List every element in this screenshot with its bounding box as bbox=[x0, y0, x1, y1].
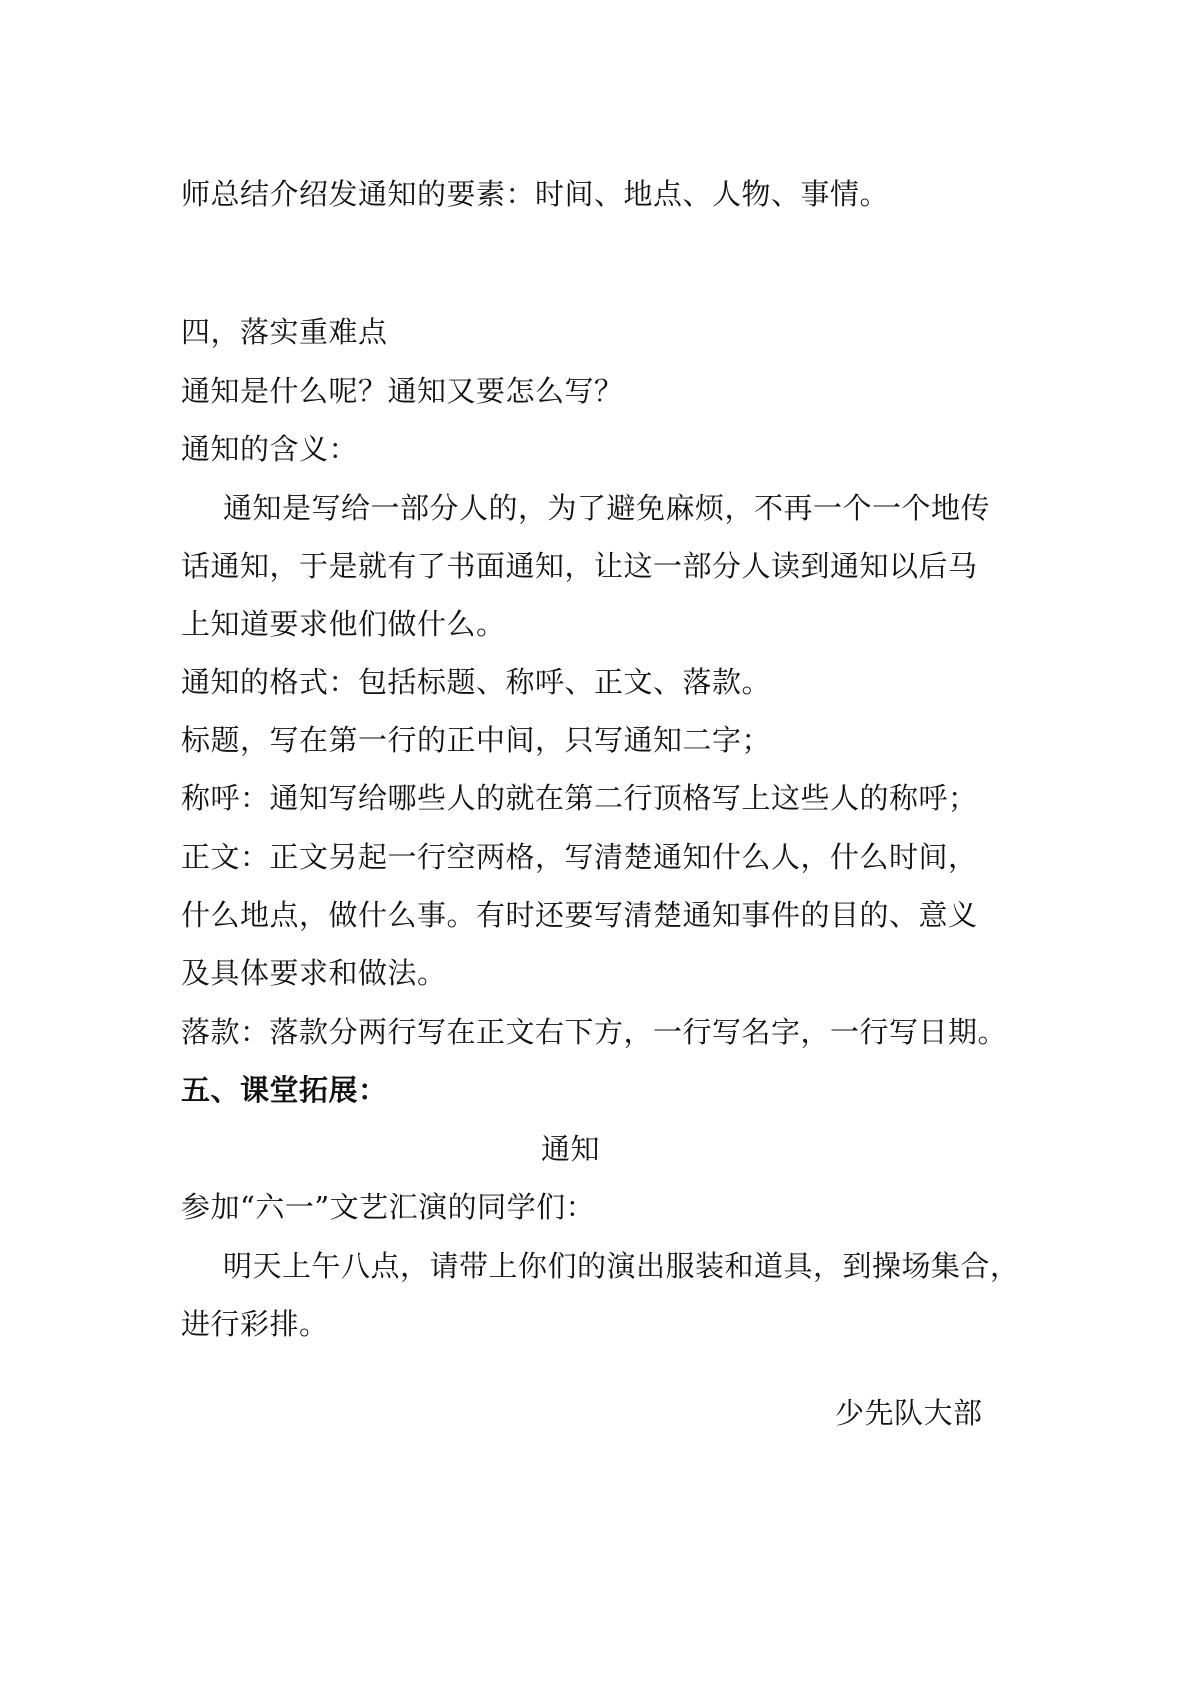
notice-body-line: 明天上午八点，请带上你们的演出服装和道具，到操场集合， bbox=[223, 1249, 1020, 1283]
body-rule-line: 什么地点，做什么事。有时还要写清楚通知事件的目的、意义 bbox=[181, 898, 978, 932]
notice-body-line: 进行彩排。 bbox=[181, 1307, 329, 1341]
notice-title: 通知 bbox=[541, 1132, 601, 1166]
title-rule-line: 标题，写在第一行的正中间，只写通知二字； bbox=[181, 723, 772, 757]
definition-text-line: 上知道要求他们做什么。 bbox=[181, 607, 506, 641]
definition-label: 通知的含义： bbox=[181, 432, 359, 466]
definition-text-line: 通知是写给一部分人的，为了避免麻烦，不再一个一个地传 bbox=[223, 491, 991, 525]
body-rule-line: 正文：正文另起一行空两格，写清楚通知什么人，什么时间， bbox=[181, 840, 978, 874]
format-line: 通知的格式：包括标题、称呼、正文、落款。 bbox=[181, 665, 772, 699]
section-heading-four: 四，落实重难点 bbox=[181, 315, 388, 349]
salutation-rule-line: 称呼：通知写给哪些人的就在第二行顶格写上这些人的称呼； bbox=[181, 781, 978, 815]
signature-rule-line: 落款：落款分两行写在正文右下方，一行写名字，一行写日期。 bbox=[181, 1015, 1008, 1049]
question-line: 通知是什么呢？通知又要怎么写？ bbox=[181, 374, 624, 408]
summary-paragraph: 师总结介绍发通知的要素：时间、地点、人物、事情。 bbox=[181, 177, 890, 211]
body-rule-line: 及具体要求和做法。 bbox=[181, 956, 447, 990]
notice-salutation: 参加“六一”文艺汇演的同学们： bbox=[181, 1190, 596, 1224]
section-heading-five: 五、课堂拓展： bbox=[181, 1073, 388, 1107]
notice-signature: 少先队大部 bbox=[835, 1396, 983, 1430]
definition-text-line: 话通知，于是就有了书面通知，让这一部分人读到通知以后马 bbox=[181, 549, 978, 583]
